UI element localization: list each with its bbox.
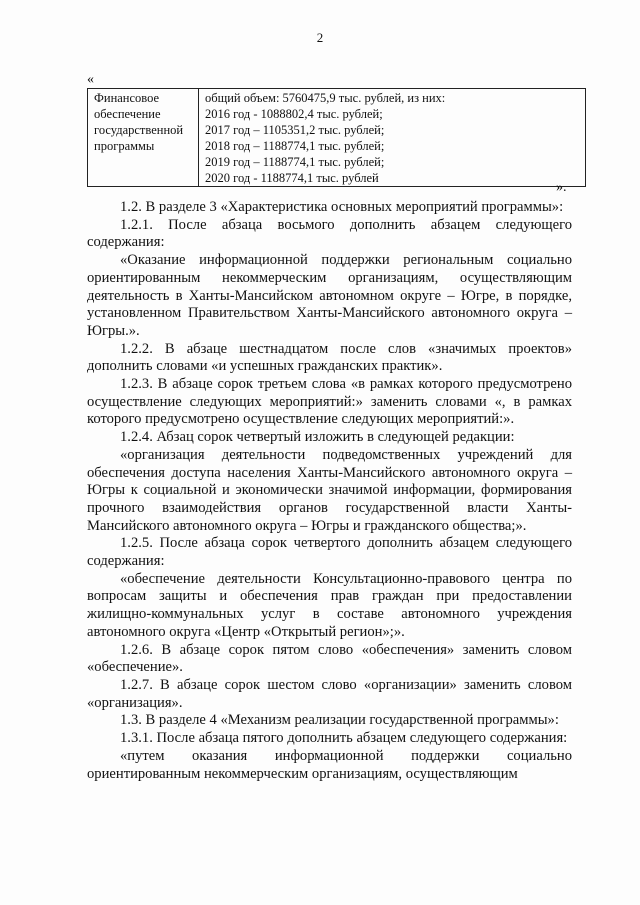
financing-year-line: 2020 год - 1188774,1 тыс. рублей	[205, 171, 379, 185]
paragraph-section-1-3: 1.3. В разделе 4 «Механизм реализации государственной программы»:	[120, 712, 559, 729]
financing-year-line: 2018 год – 1188774,1 тыс. рублей;	[205, 139, 385, 153]
paragraph-item-1-2-4: 1.2.4. Абзац сорок четвертый изложить в следующей редакции:	[120, 429, 515, 446]
table-row	[88, 89, 586, 187]
paragraph-item-1-2-3: 1.2.3. В абзаце сорок третьем слова «в рамках которого предусмотрено осуществление следующих мероприятий:» заменить словами «, в рамках которого предусмотрено осуществление следующих мероприятий:».	[87, 376, 572, 428]
page-number: 2	[316, 30, 324, 45]
paragraph-quoted-text: «Оказание информационной поддержки региональным социально ориентированным некоммерческим организациям, осуществляющим деятельность в Ханты-Мансийском автономном округе – Югре, в порядке, установленном Правительством Ханты-Мансийского автономного округа – Югры.».	[87, 252, 572, 339]
closing-quote-mark: ».	[556, 180, 567, 195]
paragraph-item-1-2-2: 1.2.2. В абзаце шестнадцатом после слов «значимых проектов» дополнить словами «и успешных гражданских практик».	[87, 340, 572, 375]
paragraph-quoted-text: «организация деятельности подведомственных учреждений для обеспечения доступа населения Ханты-Мансийского автономного округа – Югры к социальной и экономически значимой информации, формирования прочного взаимодействия органов государственной власти Ханты-Мансийского автономного округа – Югры и гражданского общества;».	[87, 446, 572, 534]
paragraph-quoted-text: «путем оказания информационной поддержки социально ориентированным некоммерческим организациям, осуществляющим	[87, 747, 572, 782]
financing-year-line: 2019 год – 1188774,1 тыс. рублей;	[205, 155, 385, 169]
paragraph-item-1-2-5: 1.2.5. После абзаца сорок четвертого дополнить абзацем следующего содержания:	[87, 535, 572, 570]
financing-label-cell: Финансовое обеспечение государственной программы	[88, 89, 199, 187]
financing-table	[87, 88, 586, 187]
paragraph-item-1-3-1: 1.3.1. После абзаца пятого дополнить абзацем следующего содержания:	[120, 730, 568, 747]
paragraph-quoted-text: «обеспечение деятельности Консультационно-правового центра по вопросам защиты и обеспечения прав граждан при предоставлении жилищно-коммунальных услуг в составе автономного учреждения автономного округа «Центр «Открытый регион»;».	[87, 570, 572, 640]
paragraph-item-1-2-7: 1.2.7. В абзаце сорок шестом слово «организации» заменить словом «организация».	[87, 676, 572, 711]
document-body	[87, 199, 572, 783]
paragraph-item-1-2-1: 1.2.1. После абзаца восьмого дополнить абзацем следующего содержания:	[87, 216, 572, 251]
financing-year-line: 2017 год – 1105351,2 тыс. рублей;	[205, 123, 385, 137]
financing-total-line: общий объем: 5760475,9 тыс. рублей, из них:	[205, 91, 446, 105]
paragraph-item-1-2-6: 1.2.6. В абзаце сорок пятом слово «обеспечения» заменить словом «обеспечение».	[87, 641, 572, 676]
paragraph-section-1-2: 1.2. В разделе 3 «Характеристика основных мероприятий программы»:	[120, 199, 564, 215]
financing-values-cell	[199, 89, 586, 187]
financing-year-line: 2016 год - 1088802,4 тыс. рублей;	[205, 107, 383, 121]
opening-quote-mark: «	[87, 72, 94, 87]
